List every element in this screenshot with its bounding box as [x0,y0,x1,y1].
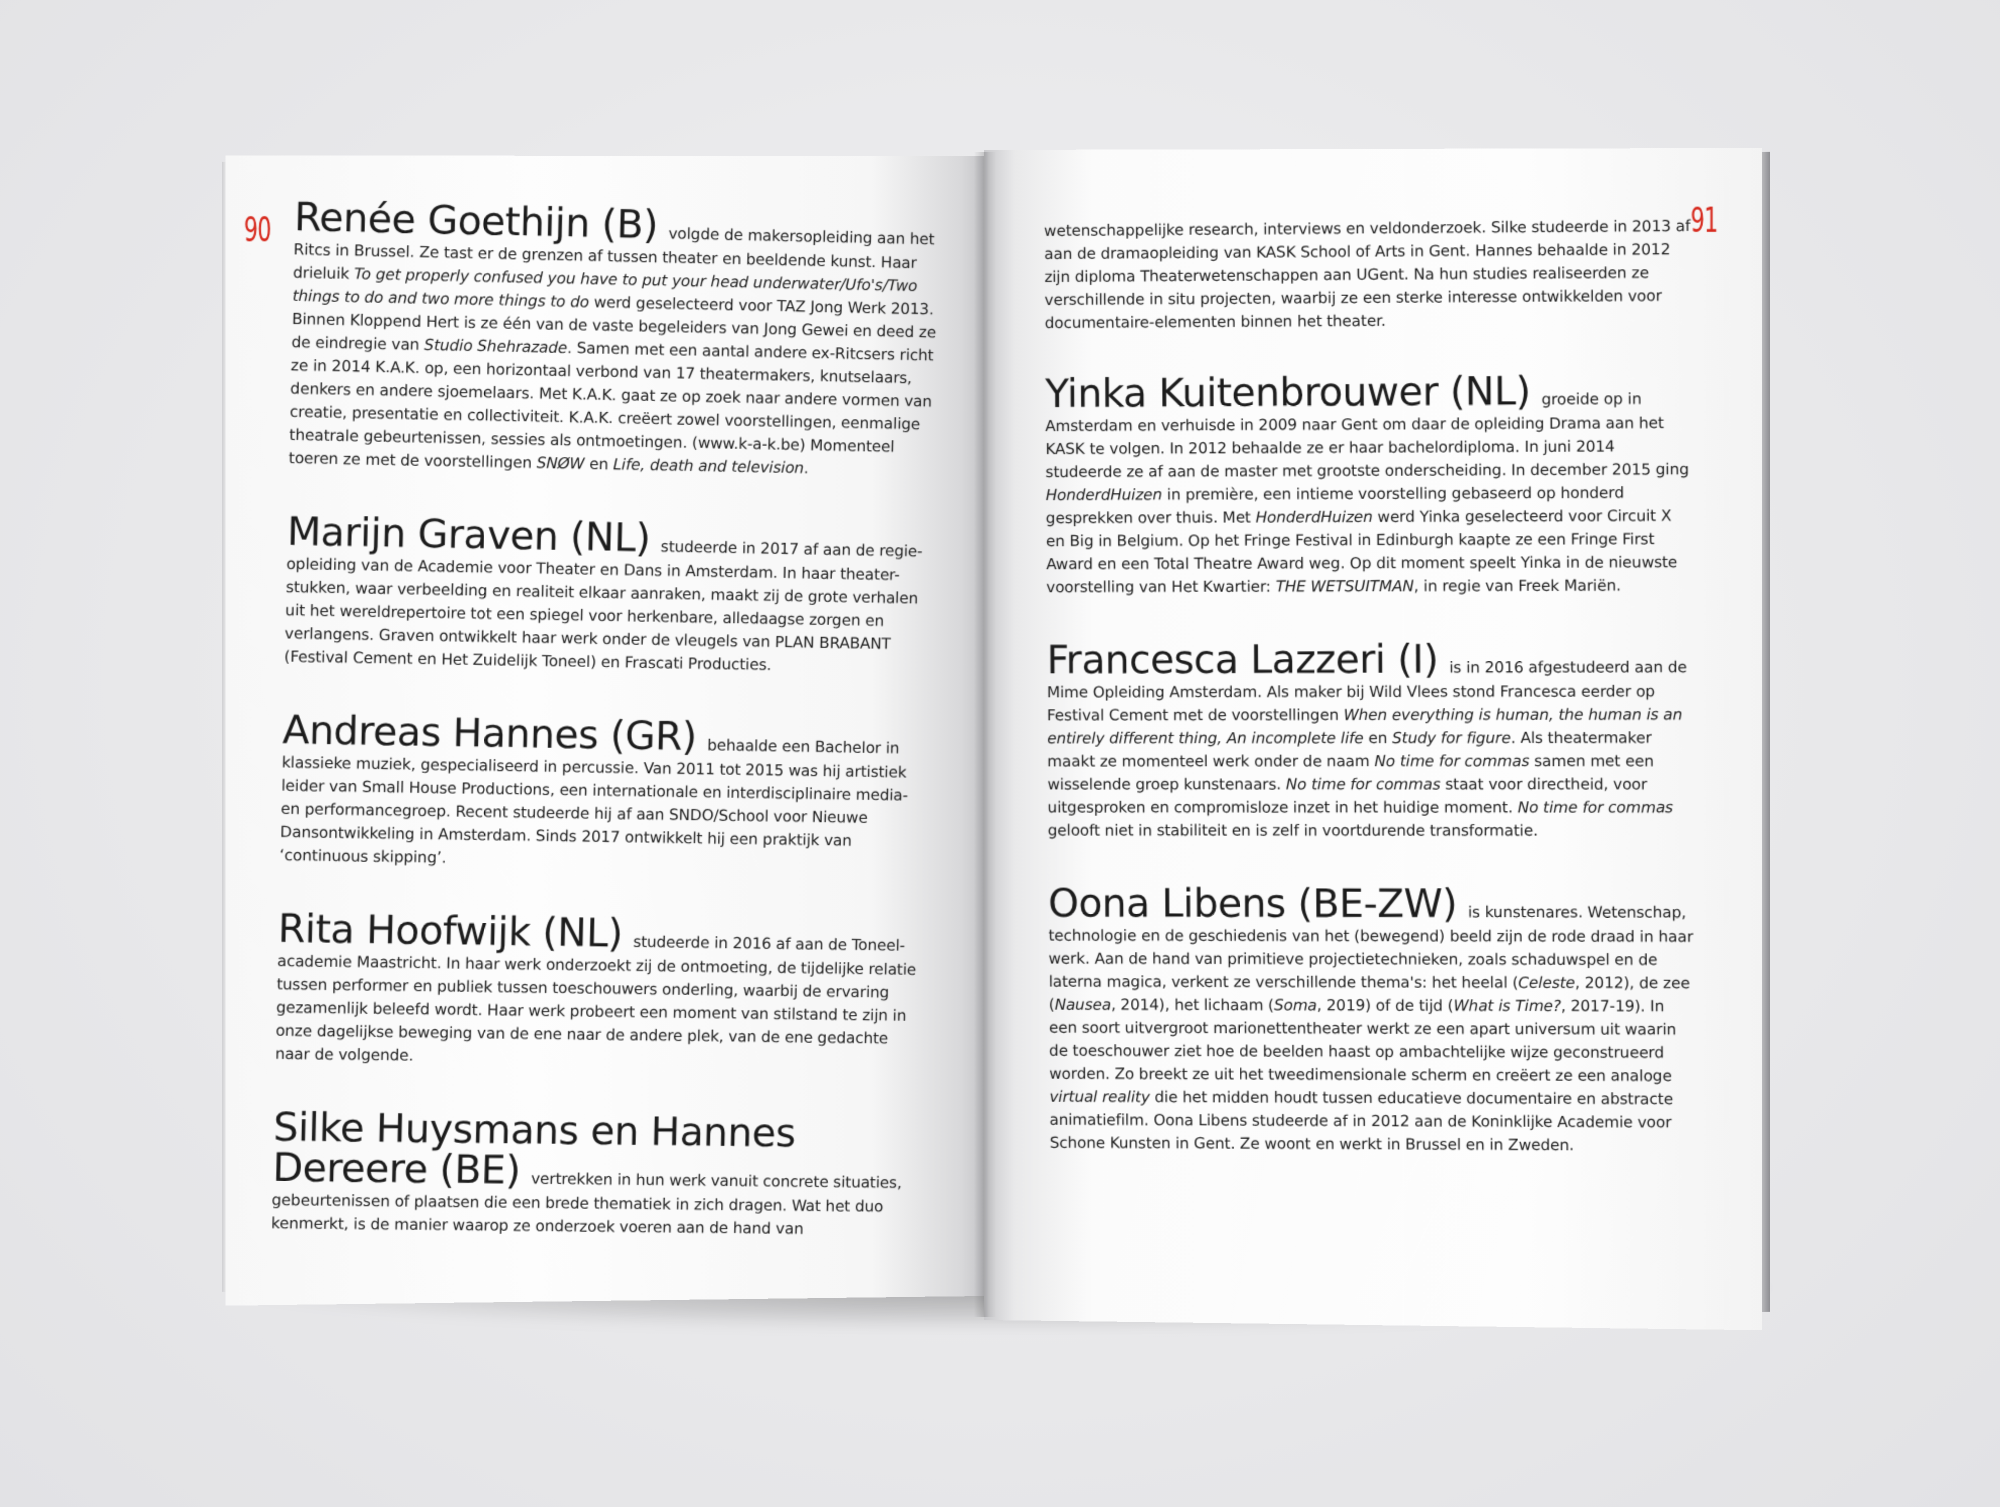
bio-text-span: volgde de makersopleiding aan het Ritcs in Brussel. Ze tast er de grenzen af tussen theater en beeldende kunst. Haar drieluik [292,224,935,283]
bio-entry [1048,881,1696,1157]
bio-text-span: To get properly confused you have to put your head underwater/Ufo's/Two things to do and two more things to do [292,264,918,312]
bio-entry [1045,371,1693,599]
bio-name: Oona Libens (BE-ZW) [1048,881,1458,928]
bio-text-span: studeerde in 2017 af aan de regie-opleiding van de Academie voor Theater en Dans in Amsterdam. In haar theater-stukken, waar verbeelding en realiteit elkaar aanraken, maakt zij de grote verhalen uit het wereldrepertoire tot een spiegel voor herkenbare, alledaagse zorgen en verlangens. Graven ontwikkelt haar werk onder de vleugels van PLAN BRABANT (Festival Cement en Het Zuidelijk Toneel) en Frascati Producties. [283,537,923,674]
bio-text-span: groeide op in Amsterdam en verhuisde in 2009 naar Gent om daar de opleiding Drama aan het KASK te volgen. In 2012 behaalde ze er haar bachelordiploma. In juni 2014 studeerde ze af aan de master met grootste onderscheiding. In december 2015 ging [1045,389,1690,482]
bio-text-span: staat voor directheid, voor uitgesproken en compromisloze inzet in het huidige moment. [1047,775,1648,817]
bio-text-span: is in 2016 afgestudeerd aan de Mime Opleiding Amsterdam. Als maker bij Wild Vlees stond Francesca eerder op Festival Cement met de voorstellingen [1046,658,1688,725]
bio-text-span: is kunstenares. Wetenschap, technologie en de geschiedenis van het (bewegend) beeld zijn de rode draad in haar werk. Aan de hand van primitieve projectietechnieken, zoals schaduwspel en de laterna magica, verkent ze verschillende thema's: het heelal ( [1048,903,1694,992]
bio-name: Marijn Graven (NL) [286,509,651,562]
bio-text-span: samen met een wisselende groep kunstenaars. [1047,751,1654,794]
bio-text-span: Life, death and television [612,455,805,478]
right-column [1044,215,1697,1200]
bio-entry [279,707,928,877]
bio-entry [288,194,939,483]
bio-text-span: . [803,459,809,478]
page-number-right: 91 [1690,200,1718,241]
bio-text-span: Nausea [1054,995,1112,1014]
bio-text-span: virtual reality [1049,1087,1150,1107]
left-column [270,194,940,1284]
spine-gutter [974,152,996,1317]
bio-name: Silke Huysmans en Hannes Dereere (BE) [271,1105,796,1194]
bio-text [279,707,928,877]
bio-text-span: No time for commas [1517,798,1674,817]
bio-text [1048,881,1696,1157]
continuation-paragraph [1044,215,1691,335]
bio-text-span: vertrekken in hun werk vanuit concrete situaties, gebeurtenissen of plaatsen die een brede thematiek in zich dragen. Wat het duo kenmerkt, is de manier waarop ze onderzoek voeren aan de hand van [271,1169,902,1238]
bio-text-span: en [584,454,614,474]
bio-text-span: No time for commas [1285,775,1441,794]
bio-text-span: , 2012), de zee ( [1048,973,1690,1014]
bio-entry [283,509,933,679]
left-page [226,156,984,1306]
bio-entry [274,906,924,1074]
bio-text-span: THE WETSUITMAN [1275,577,1415,596]
bio-text-span: gelooft niet in stabiliteit en is zelf in voortdurende transformatie. [1047,821,1538,840]
bio-text-span: SNØW [536,453,585,473]
bio-text-span: HonderdHuizen [1045,485,1163,505]
bio-text-span: Celeste [1518,973,1576,992]
bio-text-span: No time for commas [1374,752,1530,771]
bio-text-span: werd geselecteerd voor TAZ Jong Werk 2013. Binnen Kloppend Hert is ze één van de vaste begeleiders van Jong Gewei en deed ze de eindregie van [291,293,937,354]
continuation-text: wetenschappelijke research, interviews en veldonderzoek. Silke studeerde in 2013 af aan de dramaopleiding van KASK School of Arts in Gent. Hannes behaalde in 2012 zijn diploma Theaterwetenschappen aan UGent. Na hun studies realiseerden ze verschillende in situ projecten, waarbij ze een sterke interesse ontwikkelden voor documentaire-elementen binnen het theater. [1044,216,1691,332]
bio-entry [1046,637,1695,843]
bio-text-span: . Samen met een aantal andere ex-Ritcsers richt ze in 2014 K.A.K. op, een horizontaal verbond van 17 theatermakers, knutselaars, denkers en andere sjoemelaars. Met K.A.K. gaat ze op zoek naar andere vormen van creatie, presentatie en collectiviteit. K.A.K. creëert zowel voorstellingen, eenmalige theatrale gebeurtenissen, sessies als ontmoetingen. (www.k-a-k.be) Momenteel toeren ze met de voorstellingen [288,338,934,472]
bio-name: Yinka Kuitenbrouwer (NL) [1044,369,1531,418]
bio-text [274,906,924,1074]
bio-text-span: werd Yinka geselecteerd voor Circuit X en Big in Belgium. Op het Fringe Festival in Edinburgh kaapte ze een Fringe First Award en een Total Theatre Award weg. Op dit moment speelt Yinka in de nieuwste voorstelling van Het Kwartier: [1045,506,1678,597]
bio-text-span: die het midden houdt tussen educatieve documentaire en abstracte animatiefilm. Oona Libens studeerde af in 2012 aan de Koninklijke Academie voor Schone Kunsten in Gent. Ze woont en werkt in Brussel en in Zweden. [1049,1088,1674,1155]
bio-name: Francesca Lazzeri (I) [1046,637,1439,684]
bio-text [283,509,933,679]
bio-text-span: , in regie van Freek Mariën. [1413,576,1621,596]
bio-name: Rita Hoofwijk (NL) [277,906,624,957]
bio-text-span: Soma [1273,996,1317,1015]
bio-text [1045,371,1693,599]
bio-text [1046,637,1695,843]
bio-text-span: studeerde in 2016 af aan de Toneel-academie Maastricht. In haar werk onderzoekt zij de ontmoeting, de tijdelijke relatie tussen performer en publiek tussen toeschouwers onderling, waarbij de ervaring gezamenlijk beleefd wordt. Haar werk probeert een moment van stilstand te zijn in onze dagelijkse beweging van de ene naar de andere plek, van de ene gedachte naar de volgende. [274,932,917,1065]
bio-name: Andreas Hannes (GR) [281,707,698,761]
bio-text-span: in première, een intieme voorstelling gebaseerd op honderd gesprekken over thuis. Met [1045,483,1625,528]
bio-text-span: Study for figure [1392,728,1511,748]
bio-text-span: , 2014), het lichaam ( [1111,995,1275,1015]
right-page [984,148,1762,1330]
right-entries [1045,371,1696,1158]
bio-text-span: , 2017-19). In een soort uitvergroot marionettentheater werkt ze een apart universum uit waarin de toeschouwer ziet hoe de beelden haast op ambachtelijke wijze geconstrueerd worden. Zo breekt ze uit het tweedimensionale scherm en creëert ze een analoge [1048,996,1677,1086]
bio-text-span: en [1363,728,1393,748]
bio-text-span: HonderdHuizen [1255,507,1373,527]
bio-text-span: When everything is human, the human is an entirely different thing, An incomplete life [1047,705,1683,748]
bio-text-span: . Als theatermaker maakt ze momenteel werk onder de naam [1047,728,1652,771]
bio-text [288,194,939,483]
page-number-left: 90 [243,210,271,251]
bio-name: Renée Goethijn (B) [293,194,659,249]
bio-text-span: , 2019) of de tijd ( [1316,996,1454,1015]
bio-text-span: What is Time? [1453,996,1562,1016]
bio-text [271,1105,919,1242]
bio-text-span: Studio Shehrazade [423,335,568,357]
bio-entry [271,1105,919,1242]
bio-text-span: behaalde een Bachelor in klassieke muziek, gespecialiseerd in percussie. Van 2011 tot 2015 was hij artistiek leider van Small House Productions, een internationale en interdisciplinaire media- en performancegroep. Recent studeerde hij af aan SNDO/School voor Nieuwe Dansontwikkeling in Amsterdam. Sinds 2017 ontwikkelt hij een praktijk van ‘continuous skipping’. [279,736,909,867]
